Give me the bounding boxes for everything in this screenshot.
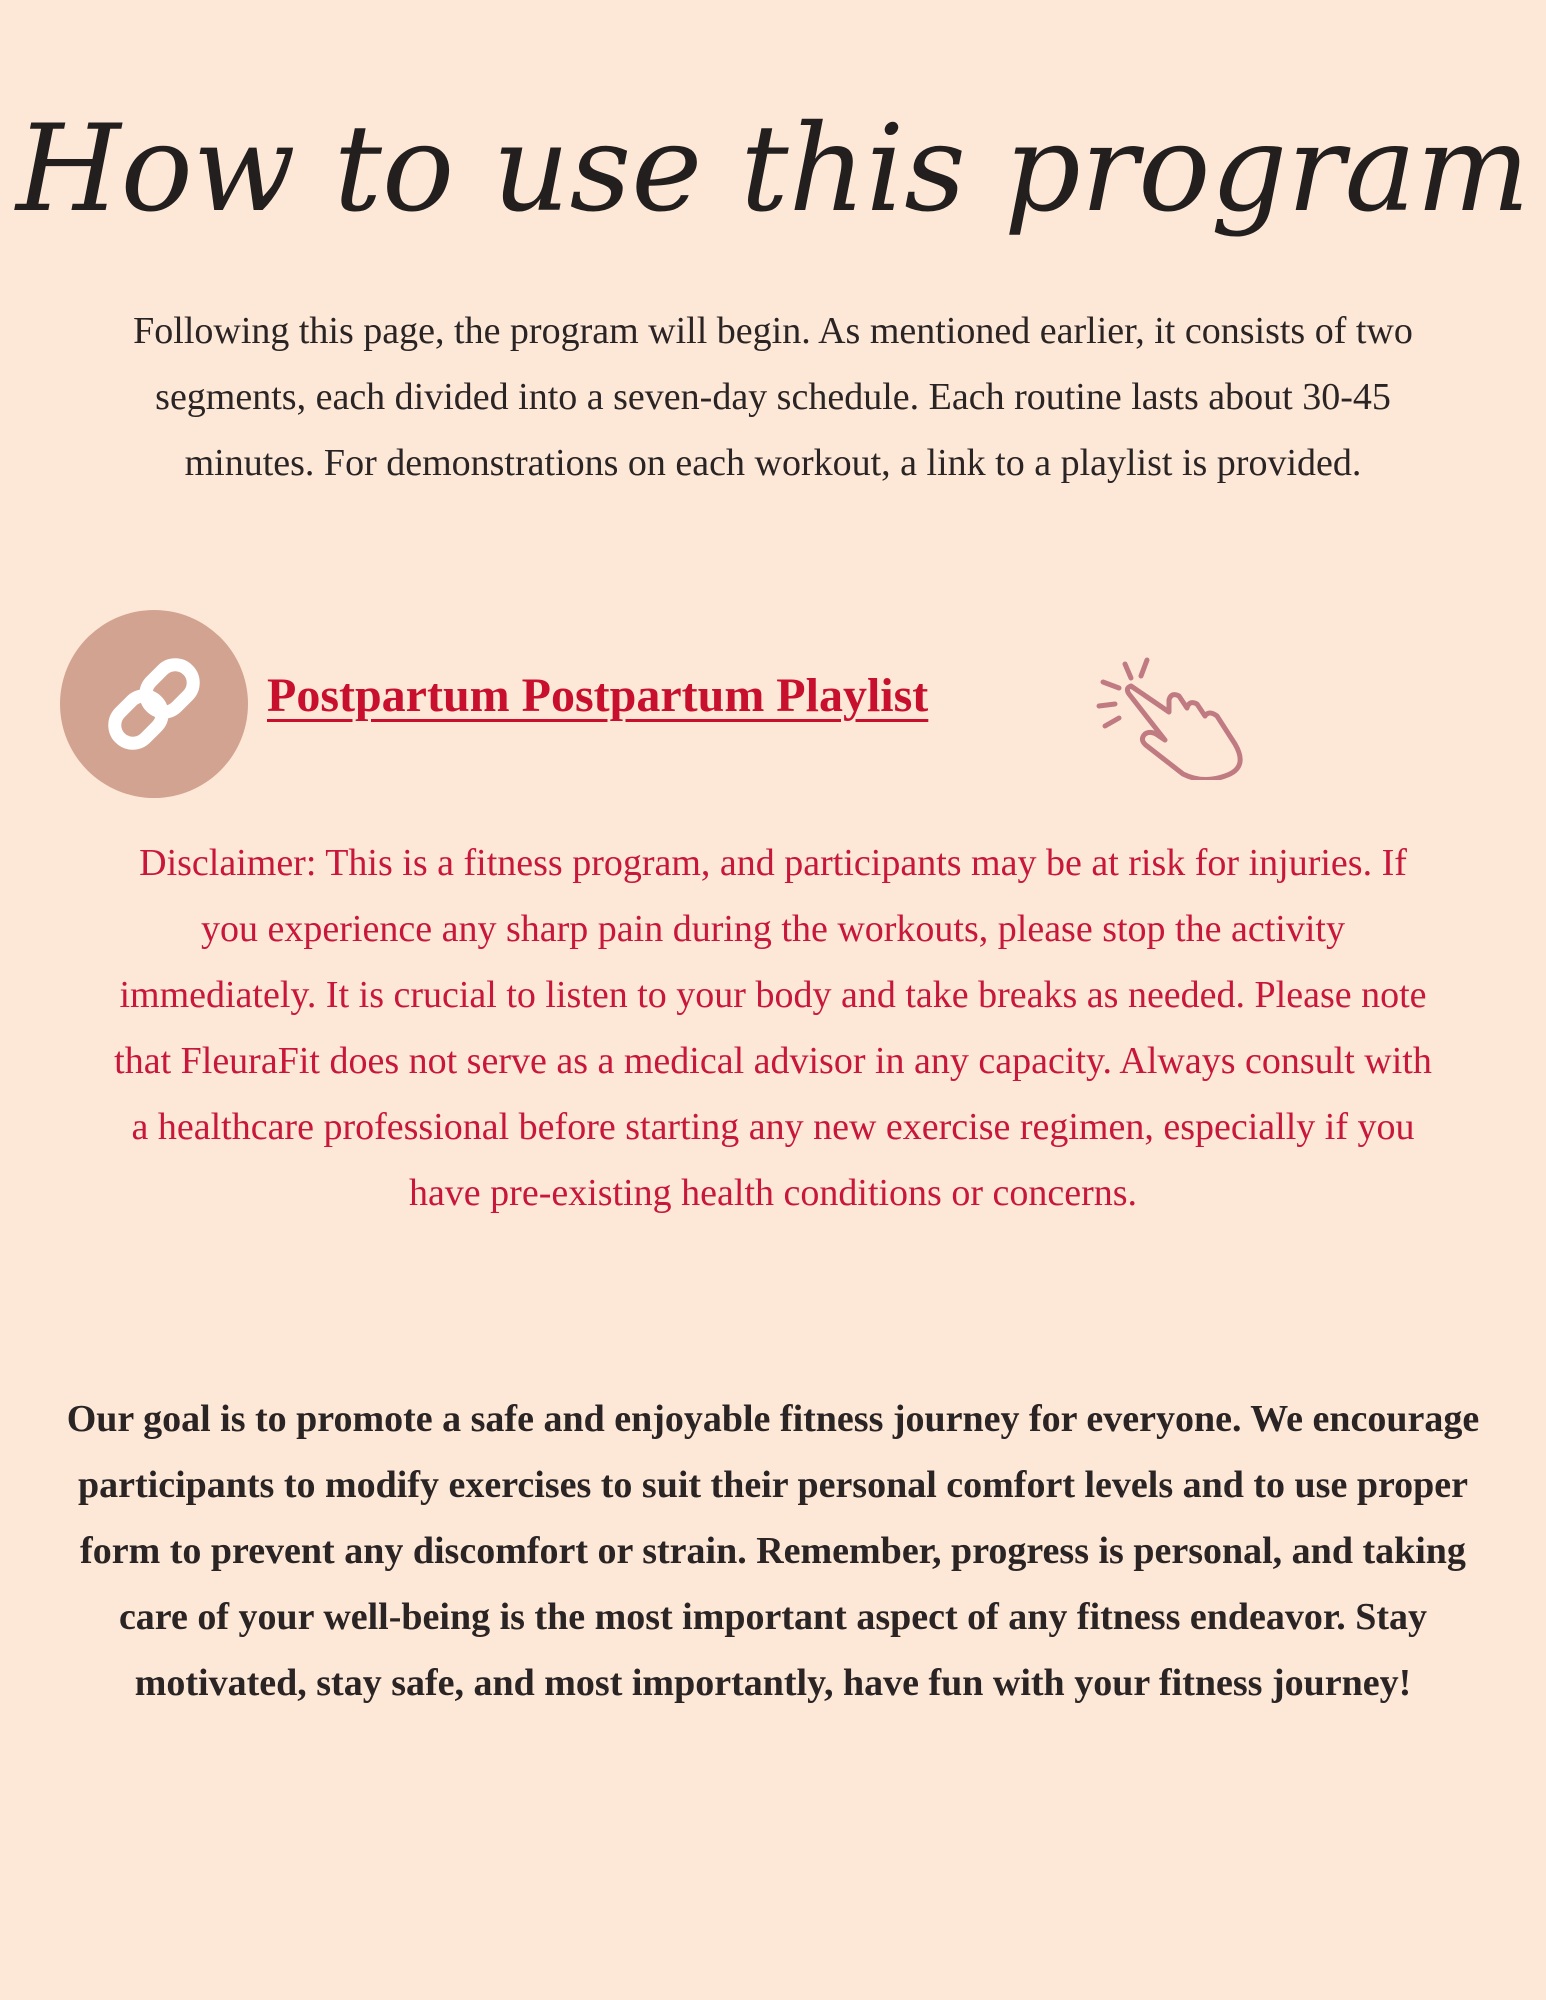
playlist-link[interactable]: Postpartum Postpartum Playlist bbox=[267, 669, 929, 722]
goal-paragraph: Our goal is to promote a safe and enjoyable fitness journey for everyone. We encourage participants to modify exercises to suit their personal comfort levels and to use proper form to prevent any discomfort or strain. Remember, progress is personal, and taking care of your well-being is the most important aspect of any fitness endeavor. Stay motivated, stay safe, and most importantly, have fun with your fitness journey! bbox=[66, 1398, 1480, 1704]
tap-hand-icon bbox=[1085, 650, 1255, 780]
playlist-row bbox=[0, 610, 1546, 800]
link-icon[interactable] bbox=[60, 610, 248, 798]
page-title-text: How to use this program bbox=[16, 100, 1530, 239]
page-title bbox=[0, 20, 1546, 300]
disclaimer-paragraph: Disclaimer: This is a fitness program, and participants may be at risk for injuries. If you experience any sharp pain during the workouts, please stop the activity immediately. It is crucial to listen to your body and take breaks as needed. Please note that FleuraFit does not serve as a medical advisor in any capacity. Always consult with a healthcare professional before starting any new exercise regimen, especially if you have pre-existing health conditions or concerns. bbox=[114, 842, 1432, 1214]
intro-paragraph: Following this page, the program will begin. As mentioned earlier, it consists of two segments, each divided into a seven-day schedule. Each routine lasts about 30-45 minutes. For demonstrations on each workout, a link to a playlist is provided. bbox=[133, 310, 1413, 484]
